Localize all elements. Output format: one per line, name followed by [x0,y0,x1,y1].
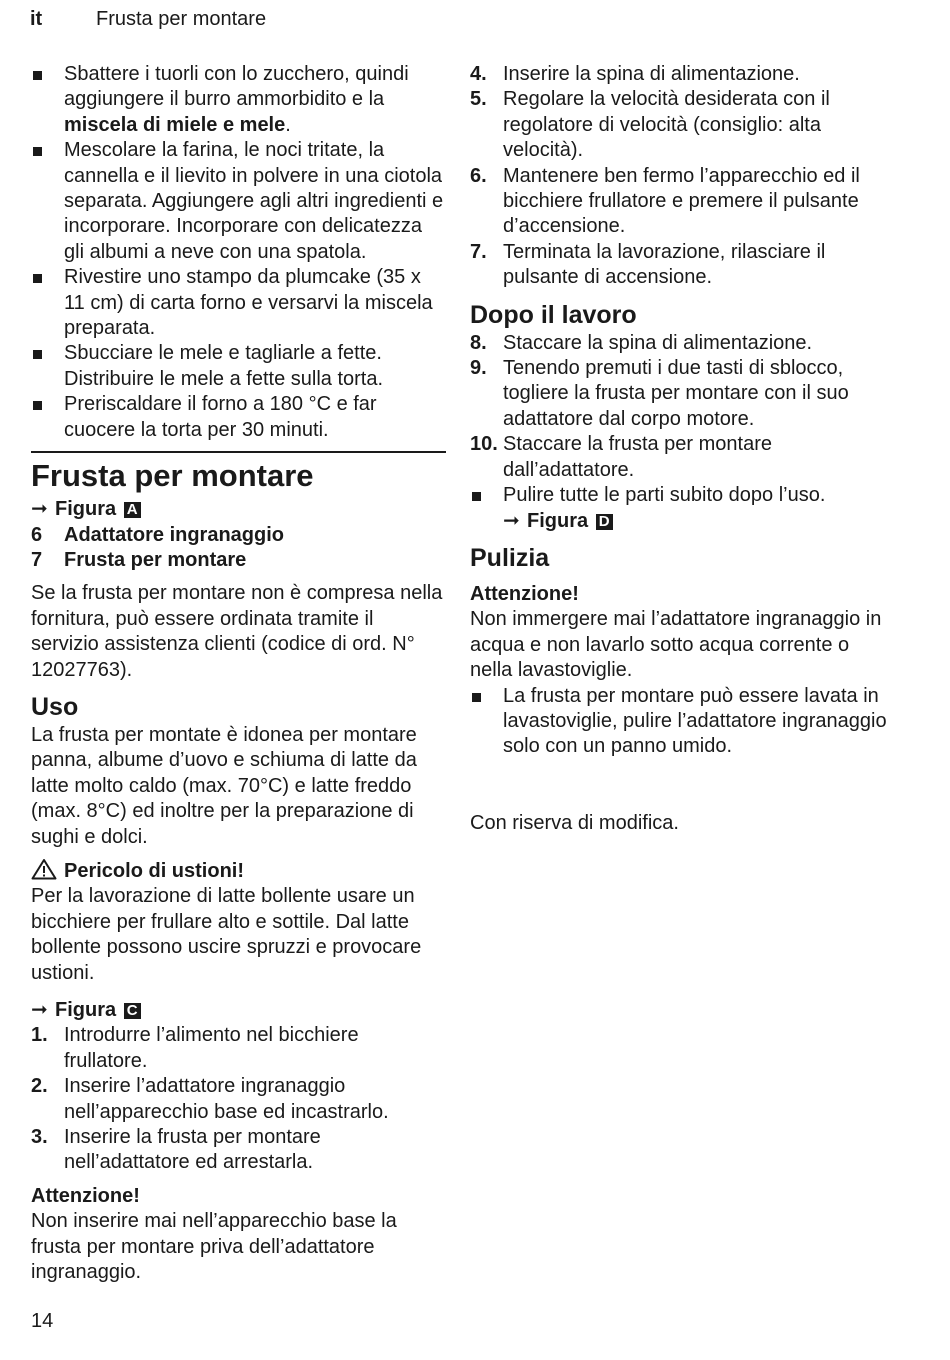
bullet-square-icon [33,401,42,410]
bullet-square-icon [472,492,481,501]
part-item: 6 Adattatore ingranaggio [31,523,285,546]
list-item: Preriscaldare il forno a 180 °C e far cuocere la torta per 30 minuti. [31,392,446,443]
uso-paragraph: La frusta per montate è idonea per montare panna, albume d’uovo e schiuma di latte da latte molto caldo (max. 70°C) e latte freddo (max. 8°C) ed inoltre per la preparazione di sughi e dolci. [31,723,417,848]
danger-heading: Pericolo di ustioni! [31,858,446,884]
header-title: Frusta per montare [96,8,267,30]
step-item: 9. Tenendo premuti i due tasti di sblocco, togliere la frusta per montare con il suo adattatore dal corpo motore. [470,357,849,430]
arrow-right-icon: ➞ [503,509,520,532]
list-item: Sbucciare le mele e tagliarle a fette. Distribuire le mele a fette sulla torta. [31,341,446,392]
step-item: 10. Staccare la frusta per montare dall’adattatore. [470,433,773,481]
step-item: 3. Inserire la frusta per montare nell’adattatore ed arrestarla. [31,1126,321,1174]
attention-heading: Attenzione! [470,582,579,605]
figure-badge: A [124,502,141,518]
danger-paragraph: Per la lavorazione di latte bollente usare un bicchiere per frullare alto e sottile. Dal latte bollente possono uscire spruzzi e provocare ustioni. [31,885,422,984]
figure-reference-a: ➞ Figura A [31,497,446,522]
figure-badge: D [596,514,613,530]
step-item: 7. Terminata la lavorazione, rilasciare il pulsante di accensione. [470,240,826,289]
reserve-note: Con riserva di modifica. [470,811,679,834]
step-item: 4. Inserire la spina di alimentazione. [470,63,800,85]
after-work-heading: Dopo il lavoro [470,300,637,329]
attention-paragraph: Non inserire mai nell’apparecchio base la frusta per montare priva dell’adattatore ingranaggio. [31,1210,397,1284]
section-title: Frusta per montare [31,458,314,494]
language-code: it [30,8,43,30]
intro-paragraph: Se la frusta per montare non è compresa nella fornitura, può essere ordinata tramite il servizio assistenza clienti (codice di ord. N° 12027763). [31,582,443,681]
bullet-square-icon [472,693,481,702]
part-item: 7 Frusta per montare [31,548,247,571]
list-item: Mescolare la farina, le noci tritate, la cannella e il lievito in polvere in una ciotola separata. Aggiungere agli altri ingredienti e incorporare. Incorporare con delicatezza gli albumi a neve con una spatola. [31,138,446,265]
attention-paragraph: Non immergere mai l’adattatore ingranaggio in acqua e non lavarlo sotto acqua corrente o nella lavastoviglie. [470,608,882,682]
arrow-right-icon: ➞ [31,498,48,521]
page-header [30,6,266,32]
right-column [470,62,890,836]
uso-heading: Uso [31,692,79,721]
bullet-square-icon [33,274,42,283]
cleaning-heading: Pulizia [470,543,550,572]
step-item: 6. Mantenere ben fermo l’apparecchio ed il bicchiere frullatore e premere il pulsante d’accensione. [470,164,860,238]
page-number: 14 [31,1310,54,1332]
left-column [31,62,446,1285]
bullet-square-icon [33,350,42,359]
list-item: Sbattere i tuorli con lo zucchero, quindi aggiungere il burro ammorbidito e la miscela di miele e mele. [31,62,446,138]
step-item: 5. Regolare la velocità desiderata con il regolatore di velocità (consiglio: alta velocità). [470,88,830,162]
bullet-square-icon [33,147,42,156]
step-item: 1. Introdurre l’alimento nel bicchiere frullatore. [31,1024,359,1072]
figure-badge: C [124,1003,141,1019]
list-item: La frusta per montare può essere lavata in lavastoviglie, pulire l’adattatore ingranaggio solo con un panno umido. [470,684,890,760]
list-item: Pulire tutte le parti subito dopo l’uso. [470,483,890,508]
step-item: 2. Inserire l’adattatore ingranaggio nell’apparecchio base ed incastrarlo. [31,1075,389,1123]
step-item: 8. Staccare la spina di alimentazione. [470,331,813,354]
bullet-square-icon [33,71,42,80]
figure-reference-c: ➞ Figura C [31,998,446,1023]
warning-triangle-icon [31,858,57,880]
list-item: Rivestire uno stampo da plumcake (35 x 11 cm) di carta forno e versarvi la miscela preparata. [31,265,446,341]
section-divider [31,451,446,453]
figure-reference-d: ➞ Figura D [470,509,890,534]
attention-heading: Attenzione! [31,1184,140,1207]
arrow-right-icon: ➞ [31,999,48,1021]
